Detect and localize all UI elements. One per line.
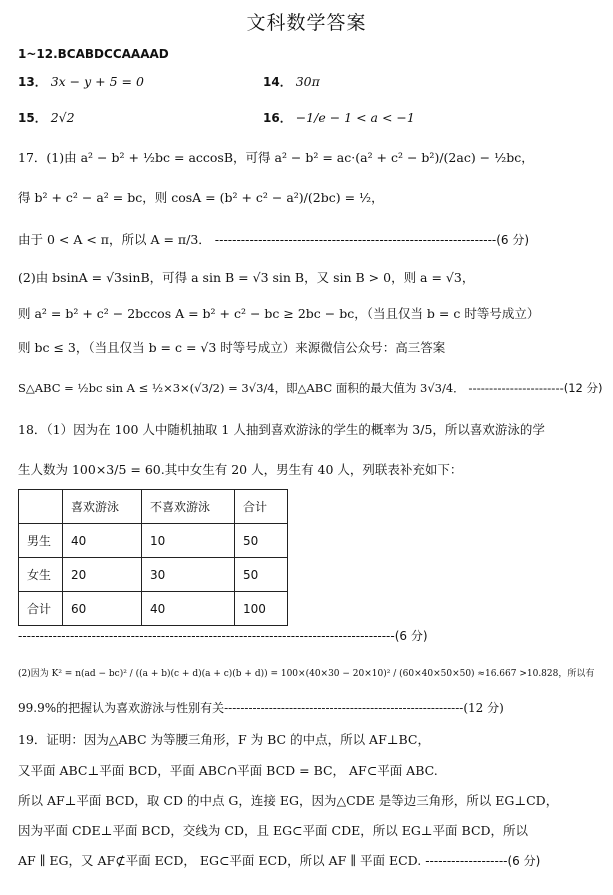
q19-line4: 因为平面 CDE⊥平面 BCD，交线为 CD，且 EG⊂平面 CDE，所以 EG⊥平面 BCD，所以	[18, 823, 529, 838]
q18-line1: 18．（1）因为在 100 人中随机抽取 1 人抽到喜欢游泳的学生的概率为 3/5，所以喜欢游泳的学	[18, 422, 545, 437]
table-cell: 30	[142, 558, 235, 592]
q16	[263, 110, 415, 126]
q17-line7	[18, 380, 603, 396]
q14-answer: 30π	[295, 74, 320, 89]
table-header-cell	[19, 490, 63, 524]
q15-label: 15．	[18, 111, 47, 125]
table-cell: 50	[235, 558, 288, 592]
q18-line2: 生人数为 100×3/5 = 60.其中女生有 20 人，男生有 40 人，列联表补充如下：	[18, 462, 463, 477]
q14-label: 14．	[263, 75, 292, 89]
q17-line1: 17．(1)由 a² − b² + ½bc = accosB，可得 a² − b² = ac·(a² + c² − b²)/(2ac) − ½bc，	[18, 150, 534, 165]
table-cell: 10	[142, 524, 235, 558]
q16-answer: −1/e − 1 < a < −1	[295, 110, 415, 125]
q18-score-6: ---------------------------------------------------------------------------------------(6 分)	[18, 629, 428, 643]
q19-line1: 19．证明：因为△ABC 为等腰三角形，F 为 BC 的中点，所以 AF⊥BC，	[18, 732, 430, 747]
q17-line3-score: -----------------------------------------------------------------(6 分)	[214, 233, 530, 247]
table-cell: 40	[63, 524, 142, 558]
q19-line2: 又平面 ABC⊥平面 BCD，平面 ABC∩平面 BCD = BC， AF⊂平面 ABC.	[18, 763, 438, 778]
q17-line3	[18, 232, 529, 248]
q19-line3: 所以 AF⊥平面 BCD，取 CD 的中点 G，连接 EG，因为△CDE 是等边三角形，所以 EG⊥CD，	[18, 793, 559, 808]
q16-label: 16．	[263, 111, 292, 125]
q19-line5	[18, 853, 540, 869]
q17-line4: (2)由 bsinA = √3sinB，可得 a sin B = √3 sin B，又 sin B > 0，则 a = √3，	[18, 270, 475, 285]
q13	[18, 74, 144, 90]
choice-answers: 1~12.BCABDCCAAAAD	[18, 47, 169, 61]
q17-line6: 则 bc ≤ 3，（当且仅当 b = c = √3 时等号成立）来源微信公众号：高三答案	[18, 340, 446, 355]
contingency-table	[18, 489, 288, 626]
table-cell: 女生	[19, 558, 63, 592]
q17-line5: 则 a² = b² + c² − 2bccos A = b² + c² − bc ≥ 2bc − bc，（当且仅当 b = c 时等号成立）	[18, 306, 540, 321]
q17-line2: 得 b² + c² − a² = bc，则 cosA = (b² + c² − a²)/(2bc) = ½，	[18, 190, 384, 205]
q14	[263, 74, 320, 90]
q17-line3-text: 由于 0 < A < π，所以 A = π/3．	[18, 232, 211, 247]
table-cell: 60	[63, 592, 142, 626]
q17-line7-score: -----------------------(12 分)	[468, 381, 603, 395]
table-row	[19, 592, 288, 626]
table-cell: 20	[63, 558, 142, 592]
q18-line5: 99.9%的把握认为喜欢游泳与性别有关-----------------------------------------------------------(12 分)	[18, 701, 504, 715]
q19-line5-text: AF ∥ EG，又 AF⊄平面 ECD， EG⊂平面 ECD，所以 AF ∥ 平面 ECD.	[18, 853, 422, 868]
table-header-row	[19, 490, 288, 524]
table-cell: 40	[142, 592, 235, 626]
page-title: 文科数学答案	[246, 12, 367, 34]
table-header-cell: 不喜欢游泳	[142, 490, 235, 524]
q13-answer: 3x − y + 5 = 0	[50, 74, 144, 89]
table-cell: 100	[235, 592, 288, 626]
q15-answer: 2√2	[50, 110, 75, 125]
q13-label: 13．	[18, 75, 47, 89]
q18-line4: (2)因为 K² = n(ad − bc)² / ((a + b)(c + d)(a + c)(b + d)) = 100×(40×30 − 20×10)² / (60×40×50×50) ≈16.667 >10.828，所以有	[18, 669, 595, 679]
table-cell: 合计	[19, 592, 63, 626]
table-row	[19, 558, 288, 592]
q19-line5-score: -------------------(6 分)	[425, 854, 541, 868]
table-row	[19, 524, 288, 558]
table-cell: 50	[235, 524, 288, 558]
q17-line7-text: S△ABC = ½bc sin A ≤ ½×3×(√3/2) = 3√3/4，即△ABC 面积的最大值为 3√3/4．	[18, 381, 465, 395]
table-cell: 男生	[19, 524, 63, 558]
table-header-cell: 喜欢游泳	[63, 490, 142, 524]
table-header-cell: 合计	[235, 490, 288, 524]
q15	[18, 110, 75, 126]
